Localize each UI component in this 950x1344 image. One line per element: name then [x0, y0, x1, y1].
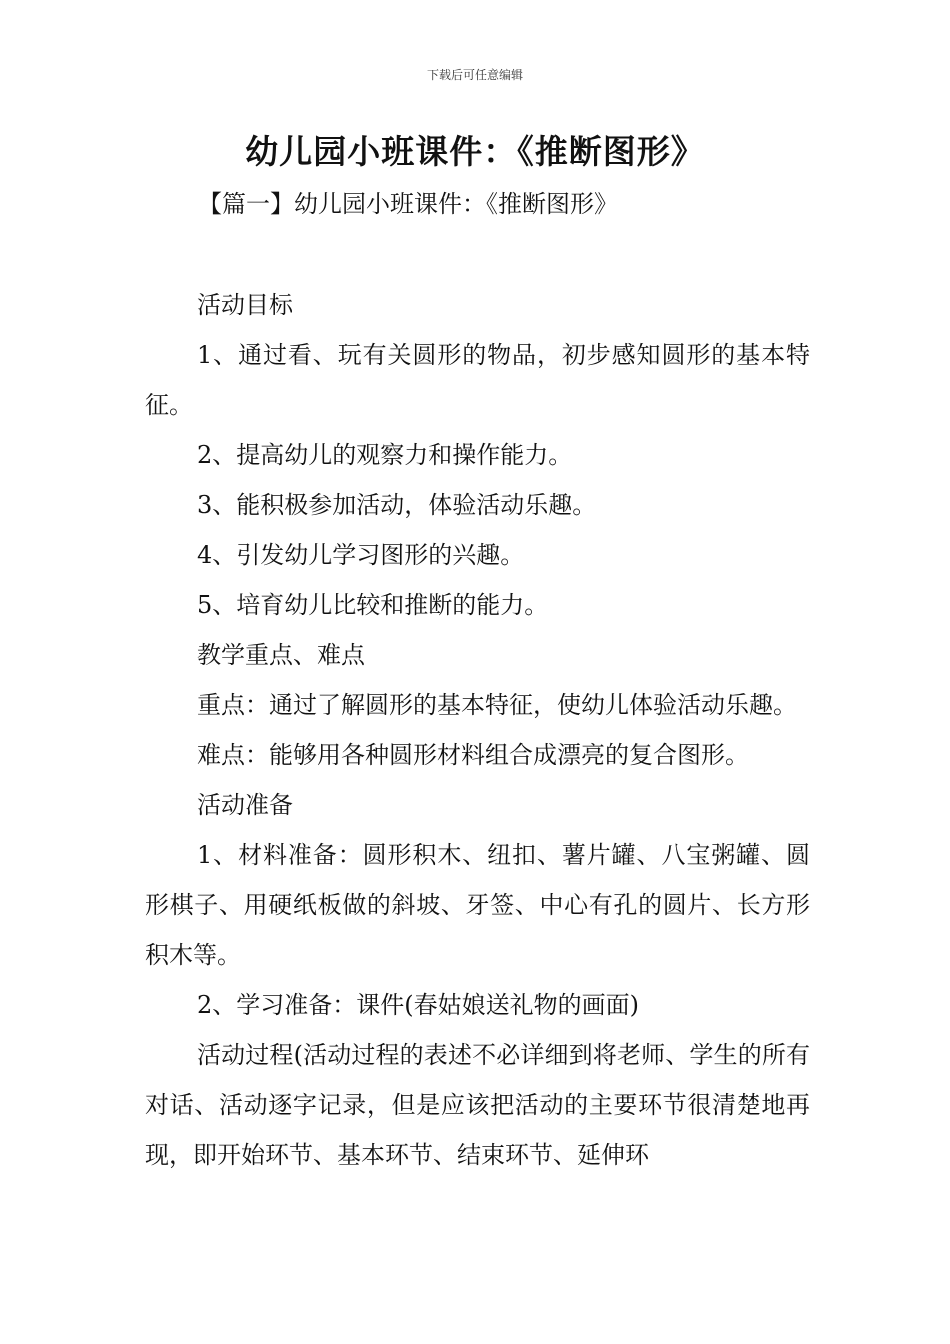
- activity-process: 活动过程(活动过程的表述不必详细到将老师、学生的所有对话、活动逐字记录，但是应该把活动的主要环节很清楚地再现，即开始环节、基本环节、结束环节、延伸环: [145, 1041, 810, 1169]
- difficult-point: 难点：能够用各种圆形材料组合成漂亮的复合图形。: [197, 741, 749, 769]
- document-body: [145, 280, 810, 1180]
- goal-item-3: 3、能积极参加活动，体验活动乐趣。: [197, 491, 597, 519]
- section-heading: 【篇一】幼儿园小班课件：《推断图形》: [198, 190, 618, 218]
- key-point: 重点：通过了解圆形的基本特征，使幼儿体验活动乐趣。: [197, 691, 797, 719]
- material-preparation: 1、材料准备：圆形积木、纽扣、薯片罐、八宝粥罐、圆形棋子、用硬纸板做的斜坡、牙签、中心有孔的圆片、长方形积木等。: [145, 841, 810, 969]
- goal-item-4: 4、引发幼儿学习图形的兴趣。: [197, 541, 525, 569]
- header-note: 下载后可任意编辑: [426, 68, 523, 82]
- learning-preparation: 2、学习准备：课件(春姑娘送礼物的画面): [197, 991, 639, 1019]
- goal-item-2: 2、提高幼儿的观察力和操作能力。: [197, 441, 573, 469]
- section-label-goals: 活动目标: [197, 291, 293, 319]
- goal-item-5: 5、培育幼儿比较和推断的能力。: [197, 591, 549, 619]
- document-title: 幼儿园小班课件：《推断图形》: [245, 132, 705, 171]
- section-label-preparation: 活动准备: [197, 791, 293, 819]
- goal-item-1: 1、通过看、玩有关圆形的物品，初步感知圆形的基本特征。: [145, 341, 810, 419]
- section-label-key-points: 教学重点、难点: [197, 641, 365, 669]
